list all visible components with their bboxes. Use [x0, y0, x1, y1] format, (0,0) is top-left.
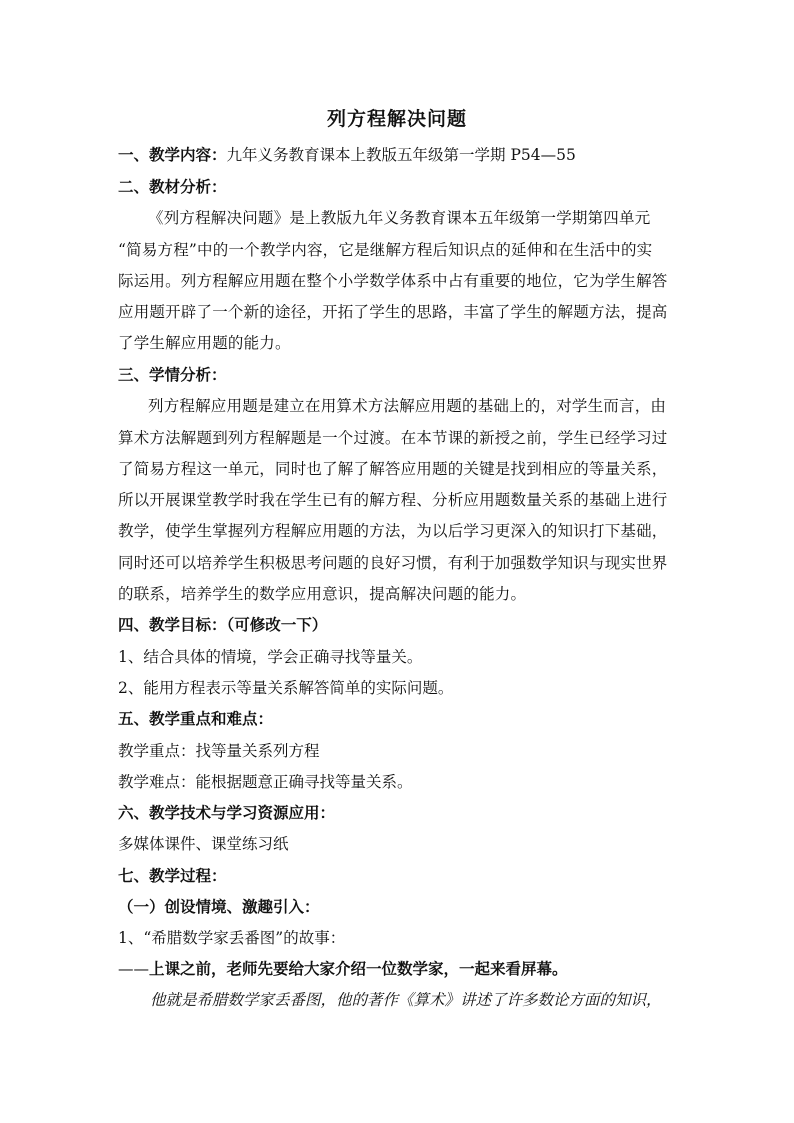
italic-line: 他就是希腊数学家丢番图，他的著作《算术》讲述了许多数论方面的知识，: [150, 991, 662, 1009]
paragraph-line: “简易方程”中的一个教学内容，它是继解方程后知识点的延伸和在生活中的实: [118, 241, 653, 259]
dash: ——: [118, 960, 149, 978]
paragraph-line: 了简易方程这一单元，同时也了解了解答应用题的关键是找到相应的等量关系，: [118, 460, 668, 478]
paragraph-line: 所以开展课堂教学时我在学生已有的解方程、分析应用题数量关系的基础上进行: [118, 491, 668, 509]
teacher-speech-text: 上课之前，老师先要给大家介绍一位数学家，一起来看屏幕。: [149, 959, 568, 978]
section-heading-teaching-goals: 四、教学目标：（可修改一下）: [118, 615, 328, 634]
paragraph-line: 同时还可以培养学生积极思考问题的良好习惯，有利于加强数学知识与现实世界: [118, 554, 668, 572]
section-heading-resources: 六、教学技术与学习资源应用：: [118, 803, 336, 822]
list-item: 教学重点：找等量关系列方程: [118, 742, 320, 760]
list-item: 教学难点：能根据题意正确寻找等量关系。: [118, 773, 413, 791]
teacher-speech: [118, 959, 678, 979]
section-heading-process: 七、教学过程：: [118, 866, 227, 885]
section-text: 九年义务教育课本上教版五年级第一学期 P54—55: [226, 146, 576, 164]
section-heading-key-points: 五、教学重点和难点：: [118, 709, 274, 728]
section-text: 多媒体课件、课堂练习纸: [118, 835, 289, 853]
list-item: 2、能用方程表示等量关系解答简单的实际问题。: [118, 679, 454, 697]
list-item: 1、结合具体的情境，学会正确寻找等量关。: [118, 648, 423, 666]
section-heading-material-analysis: 二、教材分析：: [118, 177, 227, 196]
paragraph-line: 际运用。列方程解应用题在整个小学数学体系中占有重要的地位，它为学生解答: [118, 272, 668, 290]
paragraph-line: 的联系，培养学生的数学应用意识，提高解决问题的能力。: [118, 585, 527, 603]
section-teaching-content: [118, 145, 678, 165]
paragraph-line: 《列方程解决问题》是上教版九年义务教育课本五年级第一学期第四单元: [148, 209, 651, 227]
paragraph-line: 算术方法解题到列方程解题是一个过渡。在本节课的新授之前，学生已经学习过: [118, 429, 668, 447]
paragraph-line: 了学生解应用题的能力。: [118, 334, 291, 352]
list-item: 1、“希腊数学家丢番图”的故事：: [118, 929, 346, 947]
page-title: 列方程解决问题: [326, 108, 467, 130]
section-heading-student-analysis: 三、学情分析：: [118, 365, 227, 384]
paragraph-line: 列方程解应用题是建立在用算术方法解应用题的基础上的，对学生而言，由: [148, 397, 667, 415]
paragraph-line: 应用题开辟了一个新的途径，开拓了学生的思路，丰富了学生的解题方法，提高: [118, 303, 668, 321]
section-heading: 一、教学内容：: [118, 145, 227, 164]
paragraph-line: 教学，使学生掌握列方程解应用题的方法，为以后学习更深入的知识打下基础，: [118, 522, 668, 540]
subsection-heading: （一）创设情境、激趣引入：: [118, 897, 320, 916]
